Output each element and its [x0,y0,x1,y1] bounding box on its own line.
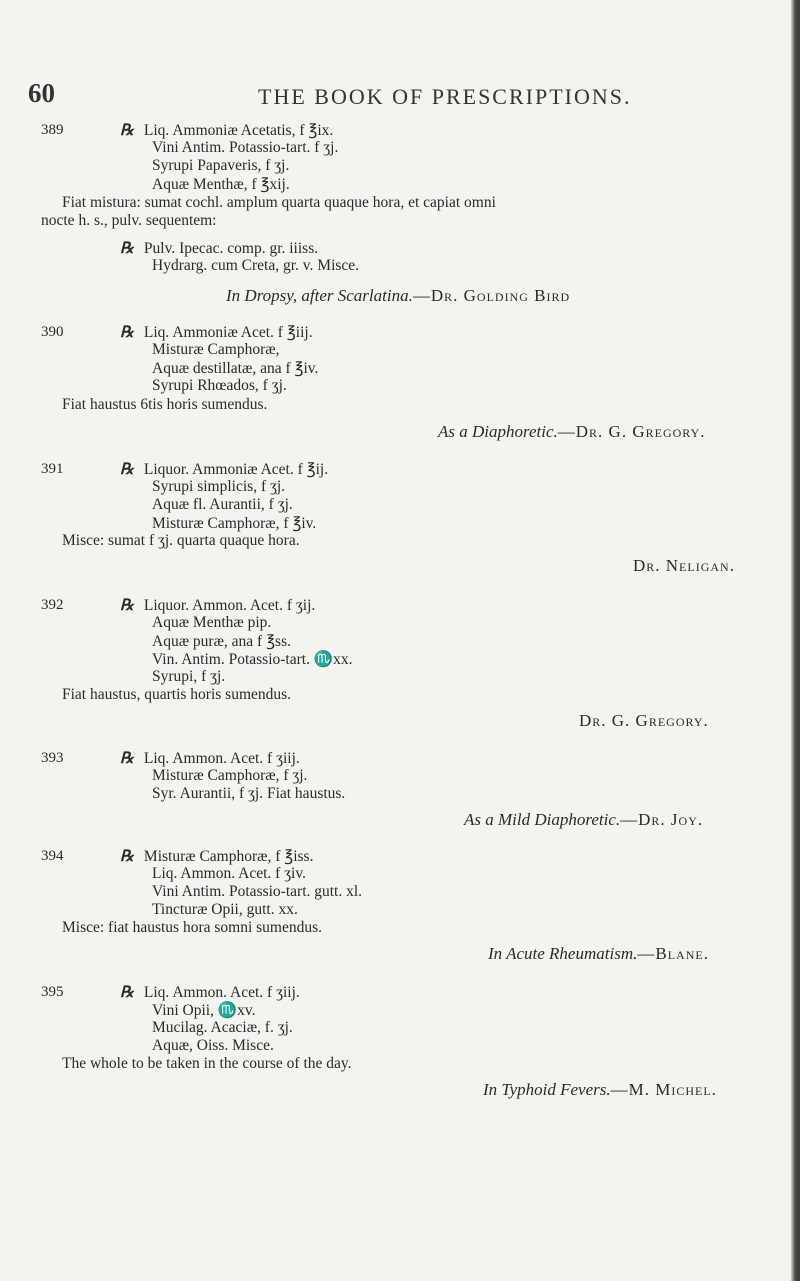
attribution: In Dropsy, after Scarlatina.—Dr. Golding Bird [226,286,571,305]
ingredient-line: Misturæ Camphoræ, f ℥iv. [152,515,317,532]
ingredient-line: Mucilag. Acaciæ, f. ʒj. [152,1019,293,1036]
ingredient-line: ℞ Pulv. Ipecac. comp. gr. iiiss. [120,240,319,257]
ingredient-line: Vini Opii, ♏xv. [152,1002,256,1019]
ingredient-line: Syr. Aurantii, f ʒj. Fiat haustus. [152,785,346,802]
ingredient-line: Vini Antim. Potassio-tart. gutt. xl. [152,883,363,900]
direction-line: nocte h. s., pulv. sequentem: [41,212,217,229]
ingredient-line: Vin. Antim. Potassio-tart. ♏xx. [152,651,353,668]
prescription-number: 389 [41,122,64,138]
ingredient-line: Tincturæ Opii, gutt. xx. [152,901,298,918]
direction-line: Misce: fiat haustus hora somni sumendus. [62,919,323,936]
prescription-number: 393 [41,750,64,766]
ingredient-line: ℞ Liquor. Ammon. Acet. f ʒij. [120,597,316,614]
direction-line: Fiat haustus, quartis horis sumendus. [62,686,292,703]
recipe-symbol: ℞ [120,597,134,614]
direction-line: The whole to be taken in the course of the day. [62,1055,352,1072]
prescription-number: 392 [41,597,64,613]
ingredient-line: Aquæ Menthæ, f ℥xij. [152,176,290,193]
ingredient-line: Syrupi, f ʒj. [152,668,226,685]
ingredient-line: Liq. Ammon. Acet. f ʒiv. [152,865,306,882]
ingredient-line: Hydrarg. cum Creta, gr. v. Misce. [152,257,360,274]
recipe-symbol: ℞ [120,461,134,478]
ingredient-line: ℞ Liq. Ammoniæ Acet. f ℥iij. [120,324,313,341]
ingredient-line: Aquæ destillatæ, ana f ℥iv. [152,360,319,377]
page-edge [791,0,800,1281]
recipe-symbol: ℞ [120,324,134,341]
ingredient-line: Aquæ fl. Aurantii, f ʒj. [152,496,293,513]
ingredient-line: ℞ Liquor. Ammoniæ Acet. f ℥ij. [120,461,329,478]
prescription-number: 391 [41,461,64,477]
direction-line: Fiat mistura: sumat cochl. amplum quarta quaque hora, et capiat omni [62,194,496,211]
ingredient-line: Syrupi simplicis, f ʒj. [152,478,286,495]
recipe-symbol: ℞ [120,848,134,865]
attribution: As a Diaphoretic.—Dr. G. Gregory. [438,422,706,441]
recipe-symbol: ℞ [120,240,134,257]
prescription-number: 390 [41,324,64,340]
attribution: In Acute Rheumatism.—Blane. [488,944,709,963]
recipe-symbol: ℞ [120,750,134,767]
ingredient-line: Misturæ Camphoræ, f ʒj. [152,767,308,784]
ingredient-line: Aquæ puræ, ana f ℥ss. [152,633,291,650]
ingredient-line: Syrupi Papaveris, f ʒj. [152,157,290,174]
ingredient-line: ℞ Misturæ Camphoræ, f ℥iss. [120,848,314,865]
attribution: Dr. Neligan. [633,556,735,575]
ingredient-line: ℞ Liq. Ammon. Acet. f ʒiij. [120,750,300,767]
attribution: As a Mild Diaphoretic.—Dr. Joy. [464,810,704,829]
direction-line: Fiat haustus 6tis horis sumendus. [62,396,268,413]
ingredient-line: Syrupi Rhœados, f ʒj. [152,377,287,394]
recipe-symbol: ℞ [120,122,134,139]
running-head: THE BOOK OF PRESCRIPTIONS. [258,84,632,109]
ingredient-line: Aquæ Menthæ pip. [152,614,272,631]
prescription-number: 394 [41,848,64,864]
page-number: 60 [28,78,55,108]
ingredient-line: Misturæ Camphoræ, [152,341,280,358]
recipe-symbol: ℞ [120,984,134,1001]
ingredient-line: ℞ Liq. Ammon. Acet. f ʒiij. [120,984,300,1001]
attribution: In Typhoid Fevers.—M. Michel. [483,1080,717,1099]
prescription-number: 395 [41,984,64,1000]
attribution: Dr. G. Gregory. [579,711,709,730]
ingredient-line: ℞ Liq. Ammoniæ Acetatis, f ℥ix. [120,122,334,139]
ingredient-line: Aquæ, Oiss. Misce. [152,1037,274,1054]
direction-line: Misce: sumat f ʒj. quarta quaque hora. [62,532,300,549]
ingredient-line: Vini Antim. Potassio-tart. f ʒj. [152,139,339,156]
